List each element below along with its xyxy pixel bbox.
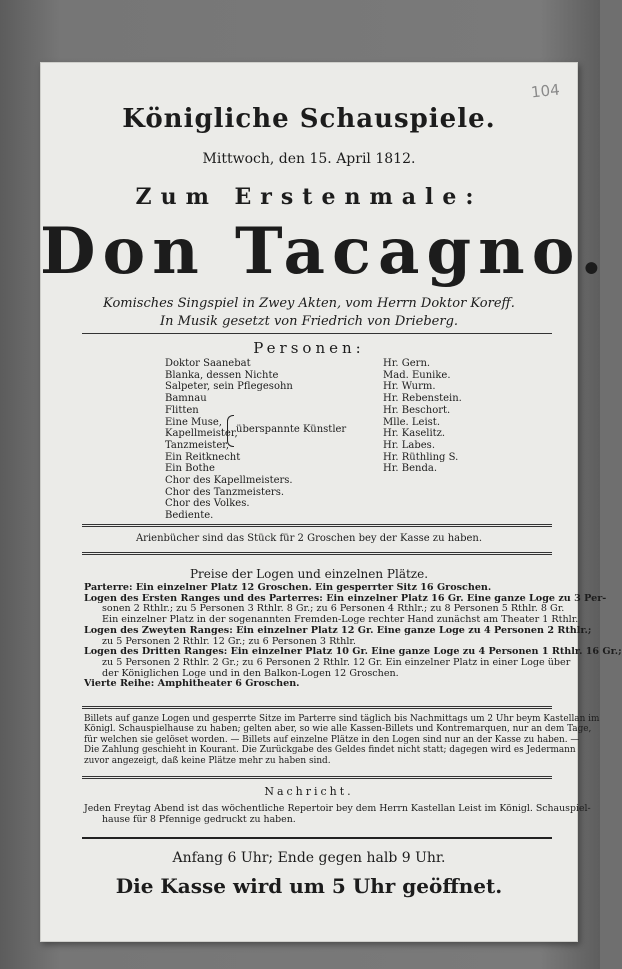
playbill-sheet [40,62,622,942]
price-line: Logen des Ersten Ranges und des Parterres: Ein einzelner Platz 16 Gr. Eine ganze Loge zu 3 Per- [84,592,607,604]
price-line: Vierte Reihe: Amphitheater 6 Groschen. [84,678,300,690]
role: Bamnau [165,393,207,405]
textbook-note: Arienbücher sind das Stück für 2 Groschen bey der Kasse zu haben. [135,533,483,544]
price-list [84,582,622,690]
first-performance-label: Zum Erstenmale: [135,184,483,210]
billets-line: für welchen sie gelöset worden. — Billets auf einzelne Plätze in den Logen sind nur an der Kasse zu haben. — [84,734,580,745]
actor: Mad. Eunike. [383,369,451,381]
role: Kapellmeister, [165,428,238,440]
role: Bediente. [165,510,214,522]
price-line: zu 5 Personen 2 Rthlr. 12 Gr.; zu 6 Personen 3 Rthlr. [102,635,356,647]
divider [82,333,552,334]
actor: Hr. Gern. [383,358,431,369]
billets-line: zuvor angezeigt, daß keine Plätze mehr zu haben sind. [84,755,331,766]
page-number: 104 [530,80,561,102]
actor: Mlle. Leist. [383,416,440,428]
divider [82,837,552,839]
price-line: Logen des Zweyten Ranges: Ein einzelner Platz 12 Gr. Eine ganze Loge zu 4 Personen 2 Rthlr.; [84,624,592,636]
theatre-title: Königliche Schauspiele. [122,104,496,134]
divider [82,552,552,555]
role: Flitten [165,404,199,416]
billets-line: Billets auf ganze Logen und gesperrte Sitze im Parterre sind täglich bis Nachmittags um 2 Uhr beym Kastellan im [84,714,600,724]
divider [82,776,552,779]
box-office-opening: Die Kasse wird um 5 Uhr geöffnet. [115,874,503,898]
start-time: Anfang 6 Uhr; Ende gegen halb 9 Uhr. [172,850,446,866]
divider [82,706,552,709]
brace-mark [227,415,234,447]
actor-list [383,358,462,475]
role: Ein Reitknecht [165,451,241,463]
divider [82,524,552,527]
billets-line: Königl. Schauspielhause zu haben; gelten aber, so wie alle Kassen-Billets und Kontremarquen, nur an dem Tage, [84,724,592,735]
notice-line: Jeden Freytag Abend ist das wöchentliche Repertoir bey dem Herrn Kastellan Leist im Königl. Schauspiel- [84,803,591,814]
notice-heading: Nachricht. [264,785,354,798]
personen-heading: Personen: [253,339,365,357]
play-subtitle-composer: In Musik gesetzt von Friedrich von Drieberg. [159,314,459,329]
play-title: Don Tacagno. [40,214,610,289]
price-line: zu 5 Personen 2 Rthlr. 2 Gr.; zu 6 Personen 2 Rthlr. 12 Gr. Ein einzelner Platz in einer Loge über [102,656,571,668]
actor: Hr. Beschort. [383,404,451,416]
price-line: Parterre: Ein einzelner Platz 12 Groschen. Ein gesperrter Sitz 16 Groschen. [84,582,492,593]
role: Doktor Saanebat [165,358,251,369]
role: Blanka, dessen Nichte [165,369,279,381]
billets-line: Die Zahlung geschieht in Kourant. Die Zurückgabe des Geldes findet nicht statt; dagegen wird es Jedermann [84,745,576,756]
actor: Hr. Wurm. [383,381,436,393]
role: Tanzmeister, [165,439,230,451]
actor: Hr. Rebenstein. [383,393,462,405]
role: Salpeter, sein Pflegesohn [165,381,293,393]
price-line: Logen des Dritten Ranges: Ein einzelner Platz 10 Gr. Eine ganze Loge zu 4 Personen 1 Rthlr. 16 Gr.; [84,646,622,658]
actor: Hr. Rüthling S. [383,451,459,463]
brace-label: überspannte Künstler [236,424,347,435]
play-subtitle-author: Komisches Singspiel in Zwey Akten, vom Herrn Doktor Koreff. [103,296,515,311]
actor: Hr. Benda. [383,463,438,475]
role: Chor des Volkes. [165,498,250,510]
notice-line: hause für 8 Pfennige gedruckt zu haben. [102,814,296,825]
role: Ein Bothe [165,463,215,475]
actor: Hr. Kaselitz. [383,428,446,440]
price-line: Ein einzelner Platz in der sogenannten Fremden-Loge rechter Hand zunächst am Theater 1 Rthlr. [102,614,579,626]
role: Chor des Tanzmeisters. [165,486,285,498]
actor: Hr. Labes. [383,439,435,451]
role: Eine Muse, [165,416,222,428]
billets-note [84,714,600,766]
performance-date: Mittwoch, den 15. April 1812. [202,151,416,167]
price-line: der Königlichen Loge und in den Balkon-Logen 12 Groschen. [102,667,399,679]
notice-text [84,803,591,825]
role: Chor des Kapellmeisters. [165,475,293,487]
price-line: sonen 2 Rthlr.; zu 5 Personen 3 Rthlr. 8 Gr.; zu 6 Personen 4 Rthlr.; zu 8 Personen 5 Rthlr. 8 Gr. [102,603,565,615]
prices-heading: Preise der Logen und einzelnen Plätze. [189,567,429,581]
